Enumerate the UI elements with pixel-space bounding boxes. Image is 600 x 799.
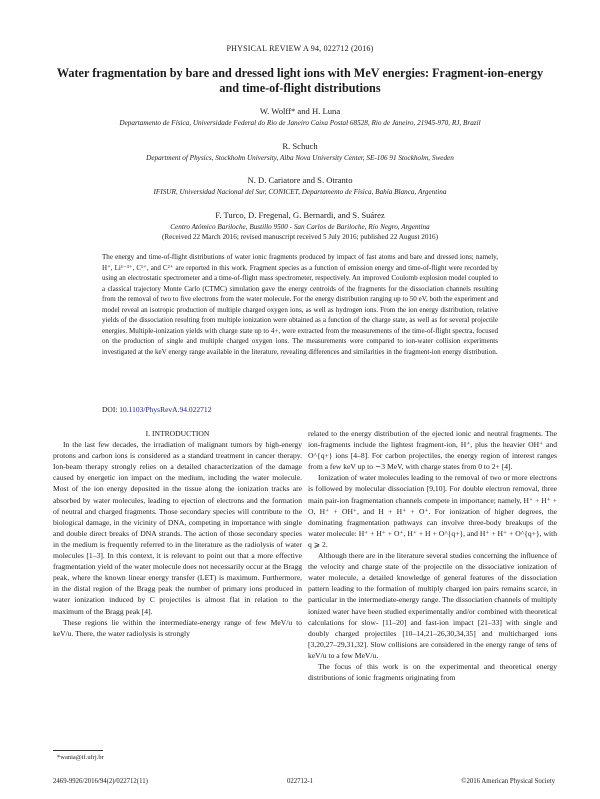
author-line-1: W. Wolff* and H. Luna	[259, 106, 341, 116]
paragraph: related to the energy distribution of the ejected ionic and neutral fragments. The ion-fragments include the lightest fragment-ion, H⁺, plus the heavier OH⁺ and O^{q+} ions [4–8]. For carbon projectiles, the energy region of interest ranges from a few keV up to ∼3 MeV, with charge states from 0 to 2+ [4].	[308, 429, 557, 472]
footnote: *wania@if.ufrj.br	[57, 754, 104, 761]
doi-label: DOI:	[102, 405, 118, 414]
footnote-rule	[53, 750, 103, 751]
footer-copyright: ©2016 American Physical Society	[461, 778, 555, 785]
paragraph: These regions lie within the intermediate-energy range of few MeV/u to keV/u. There, the water radiolysis is strongly	[53, 617, 302, 638]
author-line-4: F. Turco, D. Fregenal, G. Bernardi, and S. Suárez	[215, 210, 385, 220]
doi-line	[102, 405, 211, 414]
footer-issn: 2469-9926/2016/94(2)/022712(11)	[53, 778, 148, 785]
paragraph: Ionization of water molecules leading to the removal of two or more electrons is followed by molecular dissociation [9,10]. For double electron removal, three main pair-ion fragmentation channels compete in importance; namely, H⁺ + H⁺ + O, H⁺ + OH⁺, and H + H⁺ + O⁺. For ionization of higher degrees, the dominating fragmentation pathways can involve three-body breakups of the water molecule: H⁺ + H⁺ + O⁺, H⁺ + H + O^{q+}, and H⁺ + H⁺ + O^{q+}, with q ⩾ 2.	[308, 473, 557, 549]
footer-page-number: 022712-1	[286, 778, 314, 785]
affiliation-3: IFISUR, Universidad Nacional del Sur, CONICET, Departamento de Física, Bahía Blanca, Argentina	[153, 188, 447, 196]
paragraph: Although there are in the literature several studies concerning the influence of the velocity and charge state of the projectile on the dissociative ionization of water molecule, a detailed knowledge of general features of the dissociation pattern leading to the formation of multiply charged ion pairs remains scarce, in particular in the intermediate-energy range. The dissociation channels of multiply ionized water have been studied experimentally and/or combined with theoretical calculations for slow- [11–20] and fast-ion impact [21–33] with single and doubly charged projectiles [10–14,21–26,30,34,35] and multicharged ions [3,20,27–29,31,32]. Slow collisions are considered in the energy range of tens of keV/u to a few MeV/u.	[308, 551, 557, 660]
author-line-2: R. Schuch	[282, 141, 318, 151]
paragraph: In the last few decades, the irradiation of malignant tumors by high-energy protons and carbon ions is considered as a standard treatment in cancer therapy. Ion-beam therapy strongly relies on a detailed characterization of the damage caused by energetic ion impact on the medium, including the water molecule. Most of the ion energy deposited in the tissue along the ionization tracks are absorbed by water molecules, leading to ejection of electrons and the formation of neutral and charged fragments. Those secondary species will contribute to the biological damage, in the vicinity of DNA, competing in importance with single and double direct breaks of DNA strands. The action of those secondary species in the medium is frequently referred to in the literature as the radiolysis of water molecules [1–3]. In this context, it is relevant to point out that a more effective fragmentation yield of the water molecule does not necessarily occur at the Bragg peak, where the known linear energy transfer (LET) is maximum. Furthermore, in the distal region of the Bragg peak the number of primary ions produced in water ionization induced by C projectiles is almost flat in relation to the maximum of the Bragg peak [4].	[53, 440, 302, 616]
left-column	[53, 428, 302, 639]
journal-header: PHYSICAL REVIEW A 94, 022712 (2016)	[226, 44, 374, 53]
author-line-3: N. D. Cariatore and S. Otranto	[247, 175, 353, 185]
affiliation-4: Centro Atómico Bariloche, Bustillo 9500 - San Carlos de Bariloche, Río Negro, Argentina	[170, 223, 430, 231]
section-heading: I. INTRODUCTION	[145, 429, 210, 438]
paper-title: Water fragmentation by bare and dressed light ions with MeV energies: Fragment-ion-energy and time-of-flight distributions	[56, 66, 544, 95]
paragraph: The focus of this work is on the experimental and theoretical energy distributions of ionic fragments originating from	[308, 661, 557, 683]
affiliation-2: Department of Physics, Stockholm University, Alba Nova University Center, SE-106 91 Stockholm, Sweden	[146, 154, 454, 162]
doi-link[interactable]: 10.1103/PhysRevA.94.022712	[119, 405, 212, 414]
right-column	[308, 428, 557, 683]
abstract: The energy and time-of-flight distributions of water ionic fragments produced by impact of fast atoms and bare and dressed ions; namely, H⁺, Li¹⁻³⁺, C¹⁺, and C²⁺ are reported in this work. Fragment species as a function of emission energy and time-of-flight were recorded by using an electrostatic spectrometer and a time-of-flight mass spectrometer, respectively. An improved Coulomb explosion model coupled to a classical trajectory Monte Carlo (CTMC) simulation gave the energy centroids of the fragments for the dissociation channels resulting from the removal of two to five electrons from the water molecule. For the energy distribution ranging up to 50 eV, both the experiment and model reveal an isotropic production of multiple charged oxygen ions, as well as hydrogen ions. From the ion energy distribution, relative yields of the dissociation resulting from multiple ionization were obtained as a function of the charge state, as well as for several projectile energies. Multiple-ionization yields with charge state up to 4+, were extracted from the measurements of the time-of-flight spectra, focused on the production of single and multiple charged oxygen ions. The measurements were compared to ion-water collision experiments investigated at the keV energy range available in the literature, revealing differences and similarities in the fragment-ion energy distribution.	[102, 253, 498, 356]
received-dates: (Received 22 March 2016; revised manuscript received 5 July 2016; published 22 August 2016)	[161, 233, 439, 241]
affiliation-1: Departamento de Física, Universidade Federal do Rio de Janeiro Caixa Postal 68528, Rio de Janeiro, 21945-970, RJ, Brazil	[119, 119, 481, 127]
